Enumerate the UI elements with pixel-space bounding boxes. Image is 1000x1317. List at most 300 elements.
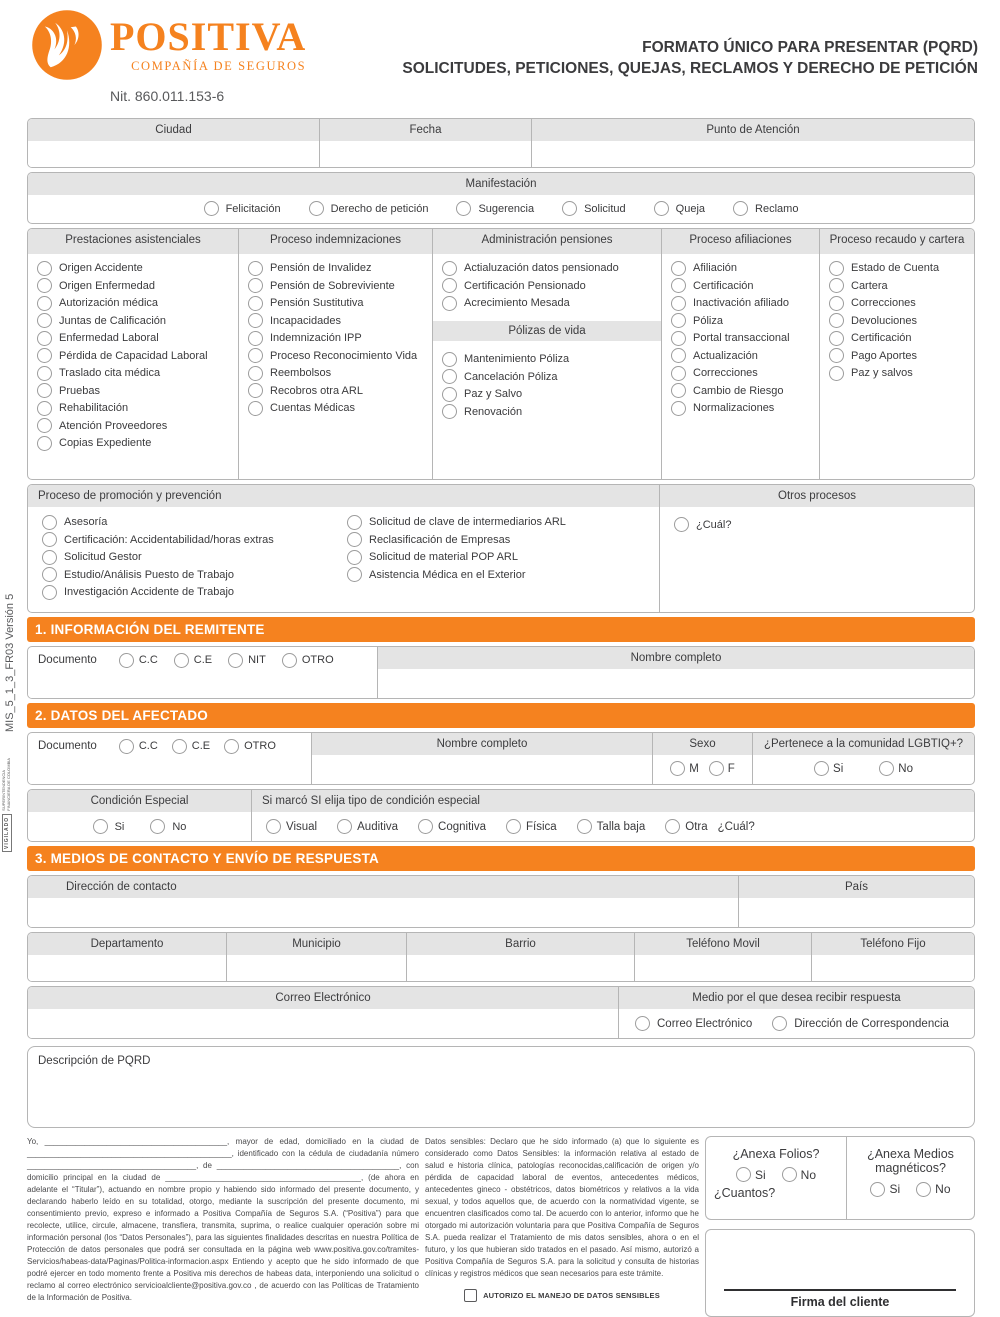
form-body xyxy=(27,118,975,1317)
radio-icon xyxy=(248,383,263,398)
radio-icon xyxy=(37,331,52,346)
radio-option-perdida-de-capacidad-laboral[interactable] xyxy=(37,348,232,363)
radio-icon xyxy=(37,436,52,451)
anexa-medios-options xyxy=(870,1176,950,1197)
afectado-nombre-cell xyxy=(311,733,652,784)
radio-icon xyxy=(337,819,352,834)
radio-option-label: Reembolsos xyxy=(270,367,332,379)
section2-title-bar: 2. DATOS DEL AFECTADO xyxy=(27,703,975,728)
radio-option-label: Asesoría xyxy=(64,516,108,528)
radio-option-label: Pensión de Invalidez xyxy=(270,262,372,274)
radio-option-solicitud-de-material-pop-arl[interactable] xyxy=(347,550,655,565)
column-options xyxy=(433,254,661,317)
radio-option-otro[interactable] xyxy=(224,739,276,754)
vigilado-badge xyxy=(2,751,12,852)
correo-cell xyxy=(28,987,618,1038)
radio-icon xyxy=(37,383,52,398)
radio-icon xyxy=(37,278,52,293)
radio-option-c-c[interactable] xyxy=(119,739,158,754)
radio-option-label: Cuentas Médicas xyxy=(270,402,355,414)
radio-option-reembolsos[interactable] xyxy=(248,366,426,381)
radio-icon xyxy=(671,401,686,416)
nombre-completo-header: Nombre completo xyxy=(312,733,652,755)
documento-label: Documento xyxy=(38,740,97,752)
radio-option-autorizacion-medica[interactable] xyxy=(37,296,232,311)
location-row xyxy=(27,118,975,168)
radio-icon xyxy=(562,201,577,216)
radio-option-pruebas[interactable] xyxy=(37,383,232,398)
radio-option-fisica[interactable] xyxy=(506,819,557,834)
radio-option-c-e[interactable] xyxy=(172,739,210,754)
radio-option-label: Si xyxy=(754,1167,766,1182)
radio-option-asesoria[interactable] xyxy=(42,515,329,530)
radio-option-label: Reclasificación de Empresas xyxy=(369,533,511,546)
radio-option-si[interactable] xyxy=(814,761,843,776)
column-options xyxy=(820,254,974,387)
radio-icon xyxy=(829,296,844,311)
barrio-cell xyxy=(406,933,634,981)
radio-option-certificacion[interactable] xyxy=(671,278,813,293)
afectado-doc-options xyxy=(119,739,276,754)
firma-label: Firma del cliente xyxy=(790,1295,890,1309)
radio-option-label: No xyxy=(172,820,187,833)
tipo-condicion-cell xyxy=(251,790,974,841)
radio-option-label: C.E xyxy=(191,740,211,752)
direccion-pais-box xyxy=(27,875,975,928)
radio-option-correo-electronico[interactable] xyxy=(635,1016,752,1031)
radio-option-origen-enfermedad[interactable] xyxy=(37,278,232,293)
radio-option-label: Normalizaciones xyxy=(693,402,775,414)
radio-option-cambio-de-riesgo[interactable] xyxy=(671,383,813,398)
radio-option-afiliacion[interactable] xyxy=(671,261,813,276)
afectado-nombre-input[interactable] xyxy=(312,755,652,781)
anexa-folios-options xyxy=(736,1161,816,1182)
afectado-identidad-box xyxy=(27,732,975,785)
radio-option-portal-transaccional[interactable] xyxy=(671,331,813,346)
departamento-cell xyxy=(28,933,226,981)
direccion-header: Dirección de contacto xyxy=(28,876,738,898)
column-proceso-afiliaciones xyxy=(661,229,819,479)
autorizo-checkbox-row[interactable] xyxy=(425,1289,699,1302)
tipo-condicion-header: Si marcó SI elija tipo de condición especial xyxy=(252,790,974,812)
radio-icon xyxy=(814,761,829,776)
radio-option-no[interactable] xyxy=(916,1182,950,1197)
radio-option-derecho-de-peticion[interactable] xyxy=(309,201,429,216)
medio-respuesta-cell xyxy=(618,987,974,1038)
radio-option-nit[interactable] xyxy=(228,653,266,668)
radio-icon xyxy=(671,278,686,293)
radio-option-label: Queja xyxy=(675,202,706,215)
radio-option-label: Cognitiva xyxy=(438,820,486,833)
radio-option-label: Mantenimiento Póliza xyxy=(464,353,570,365)
radio-icon xyxy=(309,201,324,216)
form-title-line1: FORMATO ÚNICO PARA PRESENTAR (PQRD) xyxy=(642,39,978,56)
radio-option-origen-accidente[interactable] xyxy=(37,261,232,276)
municipio-input[interactable] xyxy=(227,955,406,981)
radio-icon xyxy=(224,739,239,754)
process-columns xyxy=(27,228,975,480)
radio-icon xyxy=(150,819,165,834)
radio-option-incapacidades[interactable] xyxy=(248,313,426,328)
column-options xyxy=(433,345,661,426)
radio-option-rehabilitacion[interactable] xyxy=(37,401,232,416)
anexos-box xyxy=(705,1136,975,1220)
radio-option-label: Asistencia Médica en el Exterior xyxy=(369,568,526,581)
radio-option-investigacion-accidente-de-trabajo[interactable] xyxy=(42,585,329,600)
vigilado-sublabel: SUPERINTENDENCIA FINANCIERA DE COLOMBIA xyxy=(1,757,11,811)
radio-option-reclasificacion-de-empresas[interactable] xyxy=(347,532,655,547)
radio-option-juntas-de-calificacion[interactable] xyxy=(37,313,232,328)
radio-option-queja[interactable] xyxy=(654,201,705,216)
radio-option-label: Autorización médica xyxy=(59,297,159,309)
radio-option-sugerencia[interactable] xyxy=(456,201,534,216)
ciudad-input[interactable] xyxy=(28,141,319,167)
departamento-input[interactable] xyxy=(28,955,226,981)
telefono-movil-cell xyxy=(634,933,811,981)
radio-option-label: Devoluciones xyxy=(851,314,918,327)
radio-option-normalizaciones[interactable] xyxy=(671,401,813,416)
afectado-documento-input[interactable] xyxy=(28,758,311,784)
lgbtiq-header: ¿Pertenece a la comunidad LGBTIQ+? xyxy=(753,733,974,755)
radio-option-mantenimiento-poliza[interactable] xyxy=(442,352,655,367)
remitente-documento-input[interactable] xyxy=(28,672,377,698)
radio-option-label: Juntas de Calificación xyxy=(59,314,167,327)
radio-icon xyxy=(248,278,263,293)
radio-option-label: Talla baja xyxy=(596,820,646,833)
radio-option-estado-de-cuenta[interactable] xyxy=(829,261,968,276)
column-header: Prestaciones asistenciales xyxy=(28,229,238,254)
radio-option-si[interactable] xyxy=(870,1182,900,1197)
manifestacion-header: Manifestación xyxy=(28,173,974,195)
radio-option-label: Certificación Pensionado xyxy=(464,279,586,292)
radio-icon xyxy=(248,313,263,328)
sexo-options xyxy=(653,755,752,782)
radio-option-auditiva[interactable] xyxy=(337,819,398,834)
fecha-input[interactable] xyxy=(320,141,531,167)
radio-icon xyxy=(37,418,52,433)
radio-option-traslado-cita-medica[interactable] xyxy=(37,366,232,381)
radio-icon xyxy=(248,348,263,363)
radio-icon xyxy=(709,761,724,776)
otros-procesos-section xyxy=(659,485,974,612)
radio-icon xyxy=(916,1182,931,1197)
radio-option-label: Si xyxy=(114,820,125,833)
radio-icon xyxy=(266,819,281,834)
radio-icon xyxy=(42,567,57,582)
radio-option-label: Correcciones xyxy=(851,297,916,309)
radio-option-label: Solicitud de clave de intermediarios ARL xyxy=(369,516,566,528)
column-header: Proceso indemnizaciones xyxy=(239,229,432,254)
radio-option-cuentas-medicas[interactable] xyxy=(248,401,426,416)
ciudad-header: Ciudad xyxy=(28,119,319,141)
radio-icon xyxy=(442,369,457,384)
radio-option-label: Correcciones xyxy=(693,367,758,379)
radio-option-c-e[interactable] xyxy=(174,653,212,668)
promocion-otros-box xyxy=(27,484,975,613)
punto-atencion-input[interactable] xyxy=(532,141,974,167)
lgbtiq-options xyxy=(753,755,974,782)
radio-option-label: Traslado cita médica xyxy=(59,367,161,379)
radio-icon xyxy=(42,532,57,547)
radio-option-certificacion-accidentabilidad-horas-extras[interactable] xyxy=(42,532,329,547)
radio-option-acrecimiento-mesada[interactable] xyxy=(442,296,655,311)
telefono-fijo-input[interactable] xyxy=(812,955,974,981)
radio-option-label: Si xyxy=(833,762,844,775)
radio-option-cartera[interactable] xyxy=(829,278,968,293)
radio-icon xyxy=(248,331,263,346)
radio-option-renovacion[interactable] xyxy=(442,404,655,419)
radio-option-solicitud-de-clave-de-intermediarios-arl[interactable] xyxy=(347,515,655,530)
radio-option-pension-de-invalidez[interactable] xyxy=(248,261,426,276)
radio-option-label: No xyxy=(935,1182,951,1197)
radio-option-label: M xyxy=(689,762,699,775)
radio-option-label: Solicitud de material POP ARL xyxy=(369,551,518,563)
form-title-line2: SOLICITUDES, PETICIONES, QUEJAS, RECLAMOS Y DERECHO DE PETICIÓN xyxy=(402,59,978,77)
radio-option-label: Si xyxy=(889,1182,901,1197)
radio-option-felicitacion[interactable] xyxy=(204,201,281,216)
radio-option-cancelacion-poliza[interactable] xyxy=(442,369,655,384)
radio-icon xyxy=(37,348,52,363)
radio-option-label: Renovación xyxy=(464,405,523,418)
radio-option-otro[interactable] xyxy=(282,653,334,668)
sexo-cell xyxy=(652,733,752,784)
sexo-header: Sexo xyxy=(653,733,752,755)
radio-option-label: Origen Enfermedad xyxy=(59,279,155,292)
remitente-nombre-cell xyxy=(377,647,974,698)
radio-option-label: Atención Proveedores xyxy=(59,419,168,432)
radio-option-label: C.E xyxy=(193,654,213,666)
radio-icon xyxy=(442,352,457,367)
radio-option-label: Pensión de Sobreviviente xyxy=(270,279,395,292)
radio-option-si[interactable] xyxy=(93,819,125,834)
radio-option-label: Enfermedad Laboral xyxy=(59,332,159,344)
direccion-input[interactable] xyxy=(28,898,738,927)
autorizo-checkbox-label: AUTORIZO EL MANEJO DE DATOS SENSIBLES xyxy=(483,1291,660,1300)
radio-option-direccion-de-correspondencia[interactable] xyxy=(772,1016,949,1031)
radio-icon xyxy=(671,296,686,311)
column-options xyxy=(239,254,432,422)
punto-atencion-header: Punto de Atención xyxy=(532,119,974,141)
radio-option-label: Actualización xyxy=(693,349,758,362)
radio-icon xyxy=(347,567,362,582)
radio-option-c-c[interactable] xyxy=(119,653,158,668)
firma-box[interactable] xyxy=(705,1229,975,1317)
municipio-cell xyxy=(226,933,406,981)
fecha-cell xyxy=(319,119,531,167)
pais-header: País xyxy=(739,876,974,898)
radio-option-correcciones[interactable] xyxy=(829,296,968,311)
brand-name: POSITIVA xyxy=(110,13,307,59)
pais-cell xyxy=(738,876,974,927)
radio-option-correcciones[interactable] xyxy=(671,366,813,381)
radio-icon xyxy=(119,739,134,754)
radio-option-label: ¿Cuál? xyxy=(696,518,732,531)
radio-option-label: Auditiva xyxy=(357,820,399,833)
barrio-input[interactable] xyxy=(407,955,634,981)
telefono-movil-input[interactable] xyxy=(635,955,811,981)
manifestacion-box xyxy=(27,172,975,224)
barrio-header: Barrio xyxy=(407,933,634,955)
condicion-especial-options xyxy=(28,812,251,841)
radio-option-label: Origen Accidente xyxy=(59,262,143,274)
radio-option-label: C.C xyxy=(138,740,158,752)
punto-atencion-cell xyxy=(531,119,974,167)
radio-icon xyxy=(733,201,748,216)
tipo-condicion-options xyxy=(266,819,708,834)
radio-option-label: Solicitud Gestor xyxy=(64,551,142,563)
radio-option-solicitud[interactable] xyxy=(562,201,626,216)
radio-option-pago-aportes[interactable] xyxy=(829,348,968,363)
radio-option-inactivacion-afiliado[interactable] xyxy=(671,296,813,311)
company-nit: Nit. 860.011.153-6 xyxy=(110,88,225,104)
anexa-medios-question: ¿Anexa Medios magnéticos? xyxy=(867,1147,954,1176)
radio-option-enfermedad-laboral[interactable] xyxy=(37,331,232,346)
municipio-header: Municipio xyxy=(227,933,406,955)
radio-option-pension-de-sobreviviente[interactable] xyxy=(248,278,426,293)
radio-option-pension-sustitutiva[interactable] xyxy=(248,296,426,311)
radio-option-label: Sugerencia xyxy=(478,202,535,215)
radio-option-poliza[interactable] xyxy=(671,313,813,328)
section1-title-bar: 1. INFORMACIÓN DEL REMITENTE xyxy=(27,617,975,642)
radio-icon xyxy=(418,819,433,834)
radio-option-f[interactable] xyxy=(709,761,735,776)
polizas-de-vida-header: Pólizas de vida xyxy=(433,321,661,341)
radio-option-label: Pensión Sustitutiva xyxy=(270,297,364,309)
radio-option-talla-baja[interactable] xyxy=(577,819,646,834)
radio-icon xyxy=(204,201,219,216)
radio-option-reclamo[interactable] xyxy=(733,201,798,216)
radio-option-cognitiva[interactable] xyxy=(418,819,486,834)
ubicacion-telefonos-box xyxy=(27,932,975,982)
radio-option-certificacion[interactable] xyxy=(829,331,968,346)
afectado-documento-cell xyxy=(28,733,311,784)
direccion-cell xyxy=(28,876,738,927)
radio-option-label: Pérdida de Capacidad Laboral xyxy=(59,349,208,362)
radio-option-label: C.C xyxy=(138,654,158,666)
radio-icon xyxy=(506,819,521,834)
departamento-header: Departamento xyxy=(28,933,226,955)
radio-option-label: Certificación: Accidentabilidad/horas extras xyxy=(64,533,274,546)
radio-icon xyxy=(347,550,362,565)
radio-option-actualizacion[interactable] xyxy=(671,348,813,363)
correo-medio-box xyxy=(27,986,975,1039)
promocion-section xyxy=(28,485,659,612)
radio-icon xyxy=(442,387,457,402)
cuantos-label: ¿Cuantos? xyxy=(714,1186,776,1201)
radio-icon xyxy=(174,653,189,668)
radio-option-label: Recobros otra ARL xyxy=(270,384,363,397)
radio-option-solicitud-gestor[interactable] xyxy=(42,550,329,565)
condicion-especial-box xyxy=(27,789,975,842)
radio-icon xyxy=(37,313,52,328)
radio-option-certificacion-pensionado[interactable] xyxy=(442,278,655,293)
pais-input[interactable] xyxy=(739,898,974,927)
radio-option-proceso-reconocimiento-vida[interactable] xyxy=(248,348,426,363)
radio-icon xyxy=(671,348,686,363)
radio-option-label: Correo Electrónico xyxy=(657,1017,753,1030)
radio-option-m[interactable] xyxy=(670,761,699,776)
radio-icon xyxy=(37,366,52,381)
telefono-fijo-header: Teléfono Fijo xyxy=(812,933,974,955)
radio-icon xyxy=(879,761,894,776)
radio-option-asistencia-medica-en-el-exterior[interactable] xyxy=(347,567,655,582)
bottom-section xyxy=(27,1136,975,1317)
radio-option-cual[interactable] xyxy=(674,517,966,532)
radio-option-label: F xyxy=(727,762,735,775)
radio-icon xyxy=(772,1016,787,1031)
radio-option-devoluciones[interactable] xyxy=(829,313,968,328)
radio-option-label: Felicitación xyxy=(225,202,281,215)
radio-option-no[interactable] xyxy=(150,819,186,834)
radio-icon xyxy=(442,404,457,419)
radio-option-label: Reclamo xyxy=(755,202,799,215)
condicion-especial-cell xyxy=(28,790,251,841)
otros-procesos-options xyxy=(660,507,974,542)
radio-option-visual[interactable] xyxy=(266,819,317,834)
radio-icon xyxy=(782,1167,797,1182)
telefono-movil-header: Teléfono Movil xyxy=(635,933,811,955)
radio-option-paz-y-salvos[interactable] xyxy=(829,366,968,381)
radio-option-label: Portal transaccional xyxy=(693,332,790,344)
radio-icon xyxy=(347,532,362,547)
column-prestaciones-asistenciales xyxy=(28,229,238,479)
descripcion-pqrd-box[interactable] xyxy=(27,1046,975,1128)
radio-option-copias-expediente[interactable] xyxy=(37,436,232,451)
ciudad-cell xyxy=(28,119,319,167)
section3-title-bar: 3. MEDIOS DE CONTACTO Y ENVÍO DE RESPUESTA xyxy=(27,846,975,871)
radio-option-indemnizacion-ipp[interactable] xyxy=(248,331,426,346)
promocion-options-col2 xyxy=(333,512,659,602)
radio-icon xyxy=(736,1167,751,1182)
radio-option-recobros-otra-arl[interactable] xyxy=(248,383,426,398)
radio-icon xyxy=(829,261,844,276)
radio-option-label: Estudio/Análisis Puesto de Trabajo xyxy=(64,568,234,581)
correo-input[interactable] xyxy=(28,1009,618,1038)
otros-procesos-header: Otros procesos xyxy=(660,485,974,507)
radio-option-label: Visual xyxy=(286,820,318,833)
radio-option-paz-y-salvo[interactable] xyxy=(442,387,655,402)
radio-icon xyxy=(37,401,52,416)
radio-option-otra[interactable] xyxy=(665,819,707,834)
lgbtiq-cell xyxy=(752,733,974,784)
radio-option-si[interactable] xyxy=(736,1167,766,1182)
anexa-folios-question: ¿Anexa Folios? xyxy=(732,1147,820,1161)
positiva-logo xyxy=(30,8,306,104)
remitente-nombre-input[interactable] xyxy=(378,669,974,695)
section1-box xyxy=(27,646,975,699)
radio-option-label: Investigación Accidente de Trabajo xyxy=(64,586,235,598)
radio-option-atencion-proveedores[interactable] xyxy=(37,418,232,433)
condicion-especial-header: Condición Especial xyxy=(28,790,251,812)
radio-icon xyxy=(119,653,134,668)
radio-icon xyxy=(671,331,686,346)
radio-option-label: Indemnización IPP xyxy=(270,332,362,344)
vigilado-label: VIGILADO xyxy=(2,814,12,852)
radio-option-no[interactable] xyxy=(879,761,913,776)
medio-respuesta-header: Medio por el que desea recibir respuesta xyxy=(619,987,974,1009)
radio-option-no[interactable] xyxy=(782,1167,816,1182)
documento-label: Documento xyxy=(38,654,97,666)
radio-option-estudio-analisis-puesto-de-trabajo[interactable] xyxy=(42,567,329,582)
radio-icon xyxy=(42,585,57,600)
checkbox-icon xyxy=(464,1289,477,1302)
radio-option-label: Cancelación Póliza xyxy=(464,370,558,383)
remitente-doc-options xyxy=(119,653,334,668)
radio-option-label: No xyxy=(898,762,913,775)
radio-option-label: Estado de Cuenta xyxy=(851,262,940,274)
radio-option-actialuzacion-datos-pensionado[interactable] xyxy=(442,261,655,276)
radio-icon xyxy=(42,550,57,565)
